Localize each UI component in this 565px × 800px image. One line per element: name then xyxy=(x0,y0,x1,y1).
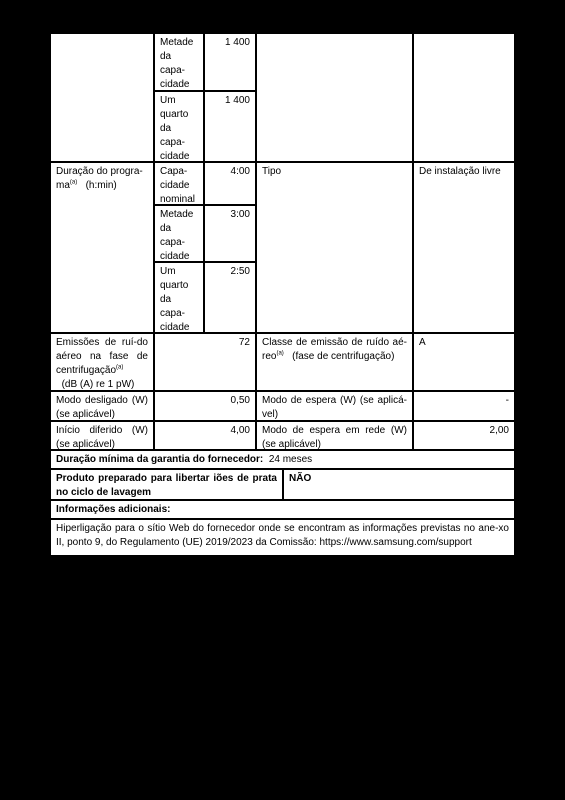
section-title: Informações adicionais: xyxy=(56,504,171,515)
value: 2,00 xyxy=(489,425,509,436)
label-text: (fase de centrifugação) xyxy=(292,351,395,362)
cell-right-label-empty xyxy=(256,33,413,162)
cell-value-half xyxy=(204,33,256,91)
warranty-value: 24 meses xyxy=(268,454,313,465)
value: 0,50 xyxy=(230,395,250,406)
value: 2:50 xyxy=(230,266,250,277)
cell-type-label xyxy=(256,162,413,333)
cell-left-empty xyxy=(50,33,154,162)
footnote-marker: (a) xyxy=(276,350,284,357)
label-text: Modo de espera (W) (se aplicá-vel) xyxy=(262,395,407,420)
cell-program-duration-label xyxy=(50,162,154,333)
cell-network-standby-label xyxy=(256,421,413,450)
label-text: Classe de emissão de ruído aé-reo xyxy=(262,337,407,362)
label-text: Modo desligado (W) (se aplicável) xyxy=(56,395,148,420)
cell-duration-half xyxy=(204,205,256,262)
unit-text: (dB (A) re 1 pW) xyxy=(61,379,135,390)
value: 3:00 xyxy=(230,209,250,220)
cell-load-quarter xyxy=(154,91,204,162)
value: 72 xyxy=(238,337,250,348)
value: 4:00 xyxy=(230,166,250,177)
load-label: Um quarto da capa- cidade xyxy=(160,266,190,333)
load-label: Metade da capa- cidade xyxy=(160,209,194,262)
cell-off-mode-value xyxy=(154,391,256,421)
cell-silver-ions-value xyxy=(283,469,515,500)
cell-network-standby-value xyxy=(413,421,515,450)
cell-load-quarter xyxy=(154,262,204,333)
load-label: Um quarto da capa- cidade xyxy=(160,95,190,162)
unit-text: (h:min) xyxy=(85,180,117,191)
value: 1 400 xyxy=(224,37,250,48)
cell-duration-full xyxy=(204,162,256,205)
value: NÃO xyxy=(289,473,312,484)
warranty-label: Duração mínima da garantia do fornecedor: xyxy=(56,454,264,465)
cell-noise-value xyxy=(154,333,256,391)
value: 1 400 xyxy=(224,95,250,106)
cell-duration-quarter xyxy=(204,262,256,333)
cell-load-half xyxy=(154,33,204,91)
cell-noise-label xyxy=(50,333,154,391)
cell-standby-value xyxy=(413,391,515,421)
cell-off-mode-label xyxy=(50,391,154,421)
cell-right-value-empty xyxy=(413,33,515,162)
label-text: Emissões de ruí-do aéreo na fase de centrifugação xyxy=(56,337,148,376)
label-text: Tipo xyxy=(262,166,282,177)
value: 4,00 xyxy=(230,425,250,436)
cell-value-quarter xyxy=(204,91,256,162)
cell-noise-class-value xyxy=(413,333,515,391)
label-text: Início diferido (W) (se aplicável) xyxy=(56,425,148,450)
info-text: Hiperligação para o sítio Web do fornecedor onde se encontram as informações previstas no ane-xo II, ponto 9, do Regulamento (UE) 2019/2023 da Comissão: https://www.samsung.com/support xyxy=(56,523,509,548)
value: A xyxy=(419,337,426,348)
footnote-marker: (a) xyxy=(69,179,78,186)
cell-warranty xyxy=(50,450,515,469)
cell-standby-label xyxy=(256,391,413,421)
label-text: Duração do progra- xyxy=(56,166,143,177)
value: - xyxy=(505,395,509,406)
load-label: Capa- cidade nominal xyxy=(160,166,196,205)
cell-additional-info-title xyxy=(50,500,515,519)
footnote-marker: (a) xyxy=(116,364,124,371)
cell-delay-start-value xyxy=(154,421,256,450)
cell-load-full xyxy=(154,162,204,205)
cell-additional-info-text xyxy=(50,519,515,556)
cell-type-value xyxy=(413,162,515,333)
value: De instalação livre xyxy=(419,166,501,177)
cell-noise-class-label xyxy=(256,333,413,391)
load-label: Metade da capa- cidade xyxy=(160,37,194,90)
cell-silver-ions-label xyxy=(50,469,283,500)
label-text: ma xyxy=(56,180,70,191)
label-text: Modo de espera em rede (W) (se aplicável) xyxy=(262,425,407,450)
cell-delay-start-label xyxy=(50,421,154,450)
cell-load-half xyxy=(154,205,204,262)
label-text: Produto preparado para libertar iões de prata no ciclo de lavagem xyxy=(56,473,277,498)
